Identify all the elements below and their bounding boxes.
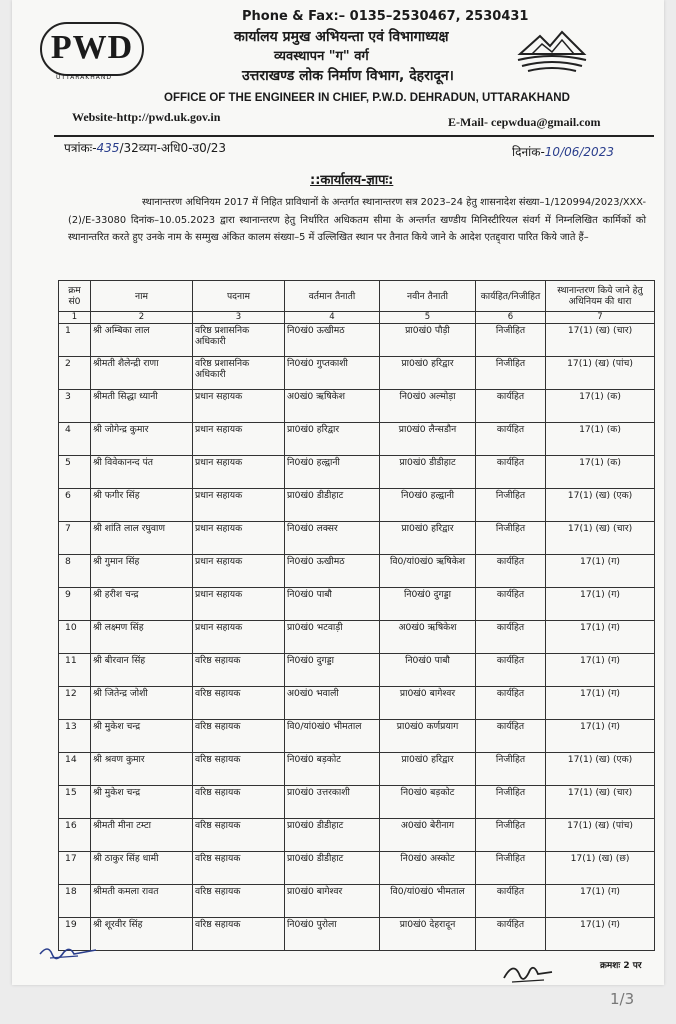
cell-designation: प्रधान सहायक <box>193 456 285 489</box>
cell-new-posting: नि0खं0 पाबौ <box>380 654 476 687</box>
cell-current-posting: नि0खं0 गुप्तकाशी <box>285 357 380 390</box>
cell-current-posting: अ0खं0 भवाली <box>285 687 380 720</box>
cell-new-posting: प्रा0खं0 डीडीहाट <box>380 456 476 489</box>
order-paragraph: स्थानान्तरण अधिनियम 2017 में निहित प्राविधानों के अन्तर्गत स्थानान्तरण सत्र 2023–24 हेतु शासनादेश संख्या–1/120994/2023/XXX-(2)/E-33080 दिनांक–10.05.2023 द्वारा स्थानान्तरण हेतु निर्धारित अधिकतम सीमा के अन्तर्गत खण्डीय मिनिस्टीरियल संवर्ग में निम्नलिखित कार्मिकों को स्थानान्तरित करते हुए उनके नाम के सम्मुख अंकित कालम संख्या–5 में उल्लिखित स्थान पर तैनात किये जाने के आदेश एतद्द्वारा पारित किये जाते हैं– <box>68 197 646 243</box>
uttarakhand-emblem-icon <box>512 24 592 74</box>
cell-interest: निजीहित <box>476 522 546 555</box>
officer-signature-icon <box>498 958 558 986</box>
cell-designation: प्रधान सहायक <box>193 390 285 423</box>
cell-name: श्रीमती सिद्धा ध्यानी <box>91 390 193 423</box>
website-link[interactable]: Website-http://pwd.uk.gov.in <box>72 110 221 124</box>
cell-section: 17(1) (ख) (चार) <box>546 522 655 555</box>
cell-new-posting: प्रा0खं0 बागेश्वर <box>380 687 476 720</box>
office-title-english: OFFICE OF THE ENGINEER IN CHIEF, P.W.D. DEHRADUN, UTTARAKHAND <box>164 92 570 104</box>
document-date <box>512 143 614 160</box>
cell-designation: वरिष्ठ प्रशासनिक अधिकारी <box>193 357 285 390</box>
table-row <box>59 588 655 621</box>
cell-section: 17(1) (ख) (पांच) <box>546 357 655 390</box>
cell-current-posting: नि0खं0 दुगड्डा <box>285 654 380 687</box>
table-row <box>59 621 655 654</box>
cell-interest: निजीहित <box>476 357 546 390</box>
cell-designation: वरिष्ठ सहायक <box>193 720 285 753</box>
cell-new-posting: वि0/यां0खं0 ऋषिकेश <box>380 555 476 588</box>
cell-designation: प्रधान सहायक <box>193 423 285 456</box>
cell-serial: 16 <box>59 819 91 852</box>
cell-interest: कार्यहित <box>476 621 546 654</box>
cell-current-posting: नि0खं0 ऊखीमठ <box>285 555 380 588</box>
cell-designation: प्रधान सहायक <box>193 489 285 522</box>
column-number: 7 <box>546 312 655 324</box>
column-number-row <box>59 312 655 324</box>
header-name: नाम <box>91 281 193 312</box>
cell-name: श्रीमती शैलेन्द्री राणा <box>91 357 193 390</box>
document-page <box>12 0 664 985</box>
cell-designation: वरिष्ठ सहायक <box>193 786 285 819</box>
cell-section: 17(1) (ग) <box>546 654 655 687</box>
table-row <box>59 522 655 555</box>
cell-interest: निजीहित <box>476 753 546 786</box>
pwd-logo: PWD <box>40 22 144 76</box>
cell-designation: वरिष्ठ सहायक <box>193 687 285 720</box>
cell-serial: 3 <box>59 390 91 423</box>
cell-interest: कार्यहित <box>476 555 546 588</box>
cell-serial: 4 <box>59 423 91 456</box>
table-row <box>59 489 655 522</box>
table-header-row <box>59 281 655 312</box>
cell-name: श्री श्रवण कुमार <box>91 753 193 786</box>
header-current-posting: वर्तमान तैनाती <box>285 281 380 312</box>
cell-name: श्री लक्ष्मण सिंह <box>91 621 193 654</box>
cell-interest: कार्यहित <box>476 687 546 720</box>
cell-new-posting: नि0खं0 अल्मोड़ा <box>380 390 476 423</box>
cell-name: श्री ठाकुर सिंह धामी <box>91 852 193 885</box>
table-row <box>59 654 655 687</box>
table-row <box>59 390 655 423</box>
cell-current-posting: प्रा0खं0 भटवाड़ी <box>285 621 380 654</box>
cell-interest: कार्यहित <box>476 720 546 753</box>
column-number: 4 <box>285 312 380 324</box>
cell-name: श्रीमती कमला रावत <box>91 885 193 918</box>
reference-label: पत्रांकः- <box>64 141 97 155</box>
table-row <box>59 885 655 918</box>
cell-new-posting: अ0खं0 ऋषिकेश <box>380 621 476 654</box>
cell-section: 17(1) (क) <box>546 390 655 423</box>
cell-section: 17(1) (ख) (चार) <box>546 324 655 357</box>
table-row <box>59 753 655 786</box>
cell-section: 17(1) (ग) <box>546 555 655 588</box>
cell-section: 17(1) (ग) <box>546 918 655 951</box>
table-row <box>59 819 655 852</box>
cell-section: 17(1) (ग) <box>546 621 655 654</box>
cell-serial: 15 <box>59 786 91 819</box>
cell-section: 17(1) (ख) (एक) <box>546 753 655 786</box>
column-number: 5 <box>380 312 476 324</box>
table-row <box>59 423 655 456</box>
cell-serial: 18 <box>59 885 91 918</box>
cell-name: श्री शूरवीर सिंह <box>91 918 193 951</box>
cell-current-posting: नि0खं0 बड़कोट <box>285 753 380 786</box>
cell-designation: प्रधान सहायक <box>193 555 285 588</box>
cell-current-posting: नि0खं0 पुरोला <box>285 918 380 951</box>
table-row <box>59 720 655 753</box>
cell-designation: वरिष्ठ सहायक <box>193 654 285 687</box>
cell-designation: वरिष्ठ प्रशासनिक अधिकारी <box>193 324 285 357</box>
email-link[interactable]: E-Mail- cepwdua@gmail.com <box>448 115 601 129</box>
column-number: 2 <box>91 312 193 324</box>
cell-serial: 2 <box>59 357 91 390</box>
cell-designation: वरिष्ठ सहायक <box>193 918 285 951</box>
cell-name: श्री मुकेश चन्द्र <box>91 720 193 753</box>
cell-name: श्री बीरवान सिंह <box>91 654 193 687</box>
cell-current-posting: नि0खं0 लक्सर <box>285 522 380 555</box>
cell-name: श्री अम्बिका लाल <box>91 324 193 357</box>
table-row <box>59 918 655 951</box>
header-new-posting: नवीन तैनाती <box>380 281 476 312</box>
table-row <box>59 852 655 885</box>
cell-serial: 13 <box>59 720 91 753</box>
cell-section: 17(1) (ख) (चार) <box>546 786 655 819</box>
cell-interest: निजीहित <box>476 786 546 819</box>
cell-serial: 12 <box>59 687 91 720</box>
column-number: 6 <box>476 312 546 324</box>
cell-serial: 9 <box>59 588 91 621</box>
cell-interest: कार्यहित <box>476 885 546 918</box>
cell-new-posting: प्रा0खं0 कर्णप्रयाग <box>380 720 476 753</box>
cell-serial: 17 <box>59 852 91 885</box>
cell-new-posting: नि0खं0 बड़कोट <box>380 786 476 819</box>
cell-designation: प्रधान सहायक <box>193 522 285 555</box>
cell-new-posting: प्रा0खं0 हरिद्वार <box>380 522 476 555</box>
cell-interest: कार्यहित <box>476 456 546 489</box>
cell-new-posting: प्रा0खं0 देहरादून <box>380 918 476 951</box>
cell-section: 17(1) (ख) (पांच) <box>546 819 655 852</box>
cell-section: 17(1) (क) <box>546 423 655 456</box>
cell-section: 17(1) (क) <box>546 456 655 489</box>
cell-new-posting: नि0खं0 हल्द्वानी <box>380 489 476 522</box>
cell-name: श्री विवेकानन्द पंत <box>91 456 193 489</box>
reference-handwritten-number: 435 <box>96 141 120 155</box>
cell-interest: निजीहित <box>476 819 546 852</box>
cell-interest: निजीहित <box>476 324 546 357</box>
header-designation: पदनाम <box>193 281 285 312</box>
reference-number <box>64 139 226 156</box>
table-row <box>59 357 655 390</box>
header-section: स्थानान्तरण किये जाने हेतु अधिनियम की धारा <box>546 281 655 312</box>
cell-name: श्री जोगेन्द्र कुमार <box>91 423 193 456</box>
cell-serial: 10 <box>59 621 91 654</box>
cell-new-posting: नि0खं0 अस्कोट <box>380 852 476 885</box>
cell-serial: 1 <box>59 324 91 357</box>
cell-new-posting: वि0/यां0खं0 भीमताल <box>380 885 476 918</box>
cell-serial: 7 <box>59 522 91 555</box>
signature-mark-icon <box>38 940 98 962</box>
cell-current-posting: प्रा0खं0 बागेश्वर <box>285 885 380 918</box>
cell-current-posting: नि0खं0 पाबौ <box>285 588 380 621</box>
cell-section: 17(1) (ग) <box>546 588 655 621</box>
cell-current-posting: नि0खं0 ऊखीमठ <box>285 324 380 357</box>
cell-current-posting: प्रा0खं0 डीडीहाट <box>285 819 380 852</box>
cell-section: 17(1) (ग) <box>546 720 655 753</box>
cell-current-posting: प्रा0खं0 उत्तरकाशी <box>285 786 380 819</box>
transfer-table <box>58 280 655 951</box>
table-row <box>59 687 655 720</box>
cell-interest: निजीहित <box>476 489 546 522</box>
continued-note: क्रमशः 2 पर <box>600 961 642 971</box>
department-title-hindi: उत्तराखण्ड लोक निर्माण विभाग, देहरादून। <box>242 68 454 84</box>
date-label: दिनांक- <box>512 145 545 159</box>
cell-name: श्री फगीर सिंह <box>91 489 193 522</box>
reference-suffix: /32व्यग-अधि0-उ0/23 <box>119 141 227 155</box>
cell-name: श्री गुमान सिंह <box>91 555 193 588</box>
cell-new-posting: प्रा0खं0 लैन्सडौन <box>380 423 476 456</box>
cell-designation: वरिष्ठ सहायक <box>193 819 285 852</box>
cell-designation: वरिष्ठ सहायक <box>193 885 285 918</box>
cell-interest: कार्यहित <box>476 918 546 951</box>
cell-designation: प्रधान सहायक <box>193 588 285 621</box>
cell-current-posting: प्रा0खं0 डीडीहाट <box>285 852 380 885</box>
cell-name: श्रीमती मीना टम्टा <box>91 819 193 852</box>
cell-name: श्री जितेन्द्र जोशी <box>91 687 193 720</box>
cell-new-posting: प्रा0खं0 हरिद्वार <box>380 357 476 390</box>
memo-title: ::कार्यालय-ज्ञापः: <box>310 173 394 188</box>
cell-designation: प्रधान सहायक <box>193 621 285 654</box>
column-number: 1 <box>59 312 91 324</box>
cell-interest: कार्यहित <box>476 390 546 423</box>
cell-new-posting: अ0खं0 बेरीनाग <box>380 819 476 852</box>
cell-current-posting: प्रा0खं0 हरिद्वार <box>285 423 380 456</box>
cell-section: 17(1) (ख) (छ) <box>546 852 655 885</box>
cell-current-posting: प्रा0खं0 डीडीहाट <box>285 489 380 522</box>
header-interest: कार्यहित/निजीहित <box>476 281 546 312</box>
cell-designation: वरिष्ठ सहायक <box>193 852 285 885</box>
cell-section: 17(1) (ग) <box>546 687 655 720</box>
header-serial: क्रम सं0 <box>59 281 91 312</box>
cell-serial: 6 <box>59 489 91 522</box>
cell-name: श्री शांति लाल रघुवाण <box>91 522 193 555</box>
cell-current-posting: अ0खं0 ऋषिकेश <box>285 390 380 423</box>
cell-name: श्री मुकेश चन्द्र <box>91 786 193 819</box>
cell-designation: वरिष्ठ सहायक <box>193 753 285 786</box>
cell-new-posting: प्रा0खं0 हरिद्वार <box>380 753 476 786</box>
cell-current-posting: नि0खं0 हल्द्वानी <box>285 456 380 489</box>
header-divider <box>54 135 654 137</box>
page-indicator: 1/3 <box>610 990 635 1008</box>
office-title-hindi: कार्यालय प्रमुख अभियन्ता एवं विभागाध्यक्ष <box>234 29 449 45</box>
cell-serial: 5 <box>59 456 91 489</box>
cell-current-posting: वि0/यां0खं0 भीमताल <box>285 720 380 753</box>
cell-interest: कार्यहित <box>476 423 546 456</box>
cell-serial: 19 <box>59 918 91 951</box>
cell-new-posting: प्रा0खं0 पौड़ी <box>380 324 476 357</box>
date-value: 10/06/2023 <box>544 145 614 159</box>
cell-section: 17(1) (ख) (एक) <box>546 489 655 522</box>
cell-interest: कार्यहित <box>476 654 546 687</box>
cell-new-posting: नि0खं0 दुगड्डा <box>380 588 476 621</box>
table-row <box>59 324 655 357</box>
section-title-hindi: व्यवस्थापन "ग" वर्ग <box>274 49 369 64</box>
contact-line: Phone & Fax:– 0135–2530467, 2530431 <box>242 9 529 24</box>
logo-subtext: UTTARAKHAND <box>56 74 112 81</box>
cell-interest: निजीहित <box>476 852 546 885</box>
cell-interest: कार्यहित <box>476 588 546 621</box>
table-row <box>59 456 655 489</box>
table-row <box>59 786 655 819</box>
cell-section: 17(1) (ग) <box>546 885 655 918</box>
cell-serial: 11 <box>59 654 91 687</box>
cell-serial: 14 <box>59 753 91 786</box>
table-row <box>59 555 655 588</box>
cell-name: श्री हरीश चन्द्र <box>91 588 193 621</box>
cell-serial: 8 <box>59 555 91 588</box>
column-number: 3 <box>193 312 285 324</box>
